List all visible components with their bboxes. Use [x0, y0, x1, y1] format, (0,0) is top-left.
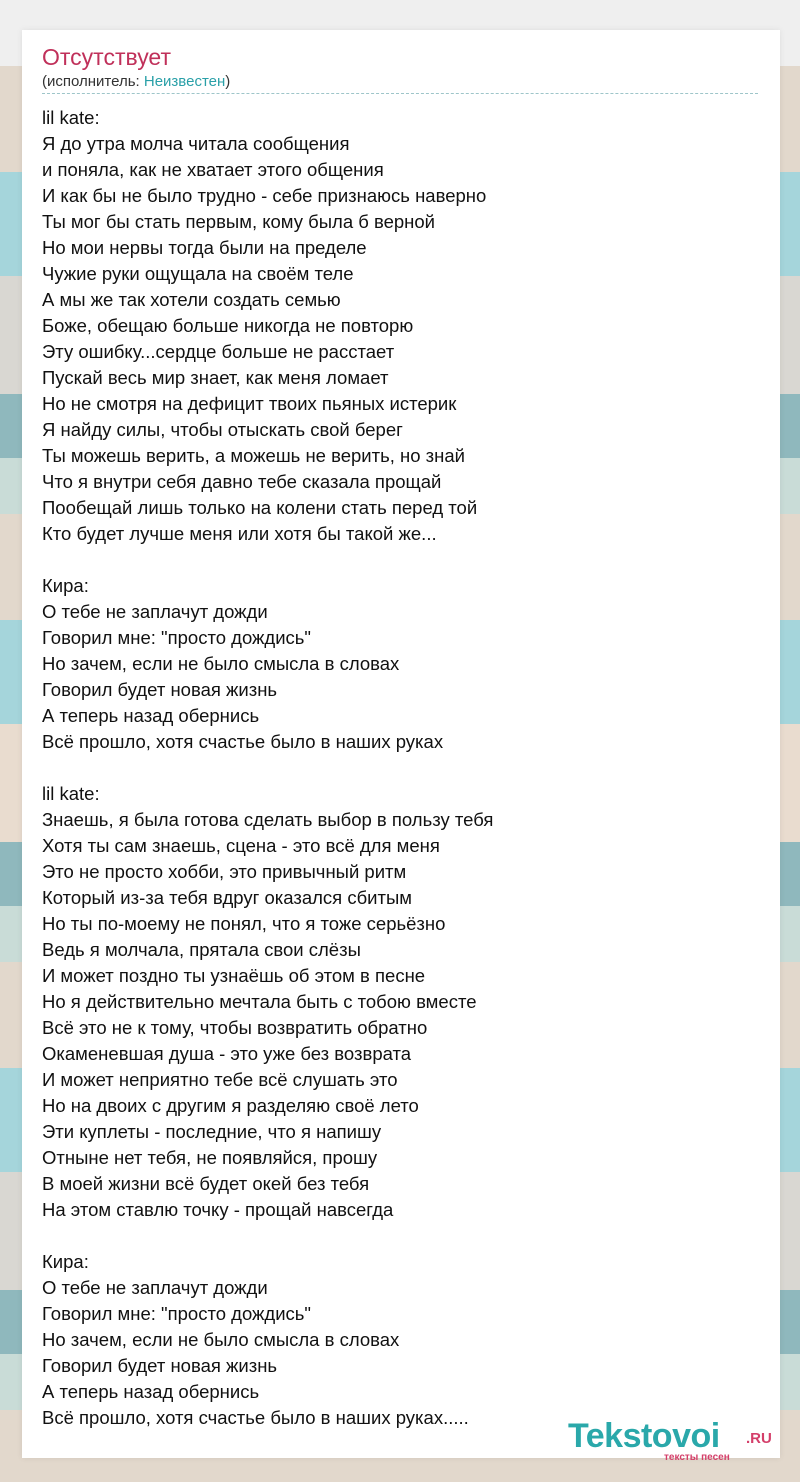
lyric-line: Говорил мне: "просто дождись"	[42, 1303, 311, 1324]
lyric-line: и поняла, как не хватает этого общения	[42, 159, 384, 180]
artist-suffix: )	[225, 73, 231, 90]
lyric-line: Пообещай лишь только на колени стать перед той	[42, 497, 478, 518]
lyric-line: Который из-за тебя вдруг оказался сбитым	[42, 887, 412, 908]
lyric-line: Окаменевшая душа - это уже без возврата	[42, 1043, 412, 1064]
lyric-line: Всё прошло, хотя счастье было в наших руках.....	[42, 1407, 469, 1428]
artist-line	[42, 72, 230, 92]
logo-tld: .RU	[746, 1430, 772, 1447]
lyric-line: Кира:	[42, 1251, 89, 1272]
lyric-line: Но не смотря на дефицит твоих пьяных истерик	[42, 393, 457, 414]
lyric-line: Всё это не к тому, чтобы возвратить обратно	[42, 1017, 428, 1038]
lyric-line: lil kate:	[42, 783, 100, 804]
lyric-line: А теперь назад обернись	[42, 705, 260, 726]
lyric-line: Знаешь, я была готова сделать выбор в пользу тебя	[42, 809, 494, 830]
lyric-line: Боже, обещаю больше никогда не повторю	[42, 315, 414, 336]
header-divider	[42, 93, 758, 94]
lyric-line: А мы же так хотели создать семью	[42, 289, 341, 310]
lyric-line: Эти куплеты - последние, что я напишу	[42, 1121, 382, 1142]
lyric-line	[42, 547, 493, 573]
lyric-line	[42, 755, 493, 781]
lyric-line: В моей жизни всё будет окей без тебя	[42, 1173, 370, 1194]
lyric-line: Говорил мне: "просто дождись"	[42, 627, 311, 648]
lyric-line: Эту ошибку...сердце больше не расстает	[42, 341, 395, 362]
lyric-line: Ты можешь верить, а можешь не верить, но знай	[42, 445, 465, 466]
lyric-line: Но ты по-моему не понял, что я тоже серьёзно	[42, 913, 446, 934]
lyric-line	[42, 1223, 493, 1249]
logo-tagline: тексты песен	[664, 1452, 730, 1463]
site-logo[interactable]	[568, 1418, 778, 1468]
lyric-line: Но я действительно мечтала быть с тобою вместе	[42, 991, 477, 1012]
lyric-line: Но зачем, если не было смысла в словах	[42, 1329, 400, 1350]
lyric-line: И может поздно ты узнаёшь об этом в песне	[42, 965, 426, 986]
lyric-line: Но мои нервы тогда были на пределе	[42, 237, 367, 258]
lyric-line: Я найду силы, чтобы отыскать свой берег	[42, 419, 403, 440]
lyric-line: А теперь назад обернись	[42, 1381, 260, 1402]
lyric-line: Пускай весь мир знает, как меня ломает	[42, 367, 389, 388]
lyric-line: Я до утра молча читала сообщения	[42, 133, 350, 154]
lyric-line: Что я внутри себя давно тебе сказала прощай	[42, 471, 442, 492]
artist-link[interactable]: Неизвестен	[143, 73, 226, 90]
artist-prefix: (исполнитель:	[42, 73, 144, 90]
lyric-line: О тебе не заплачут дожди	[42, 601, 268, 622]
lyric-line: И как бы не было трудно - себе признаюсь наверно	[42, 185, 487, 206]
lyric-line: Чужие руки ощущала на своём теле	[42, 263, 354, 284]
lyric-line: Но на двоих с другим я разделяю своё лето	[42, 1095, 419, 1116]
lyric-line: И может неприятно тебе всё слушать это	[42, 1069, 398, 1090]
lyric-line: Это не просто хобби, это привычный ритм	[42, 861, 407, 882]
lyric-line: Кира:	[42, 575, 89, 596]
lyric-line: lil kate:	[42, 107, 100, 128]
song-title: Отсутствует	[42, 44, 171, 70]
lyrics-text	[42, 105, 493, 1431]
lyric-line: Ты мог бы стать первым, кому была б верной	[42, 211, 436, 232]
lyric-line: Кто будет лучше меня или хотя бы такой же...	[42, 523, 437, 544]
lyric-line: Отныне нет тебя, не появляйся, прошу	[42, 1147, 378, 1168]
lyric-line: Говорил будет новая жизнь	[42, 679, 278, 700]
lyric-line: Всё прошло, хотя счастье было в наших руках	[42, 731, 444, 752]
lyric-line: Но зачем, если не было смысла в словах	[42, 653, 400, 674]
lyric-line: Говорил будет новая жизнь	[42, 1355, 278, 1376]
lyric-line: На этом ставлю точку - прощай навсегда	[42, 1199, 394, 1220]
logo-name: Tekstovoi	[568, 1417, 720, 1455]
lyric-line: Ведь я молчала, прятала свои слёзы	[42, 939, 361, 960]
lyric-line: О тебе не заплачут дожди	[42, 1277, 268, 1298]
lyric-line: Хотя ты сам знаешь, сцена - это всё для меня	[42, 835, 440, 856]
